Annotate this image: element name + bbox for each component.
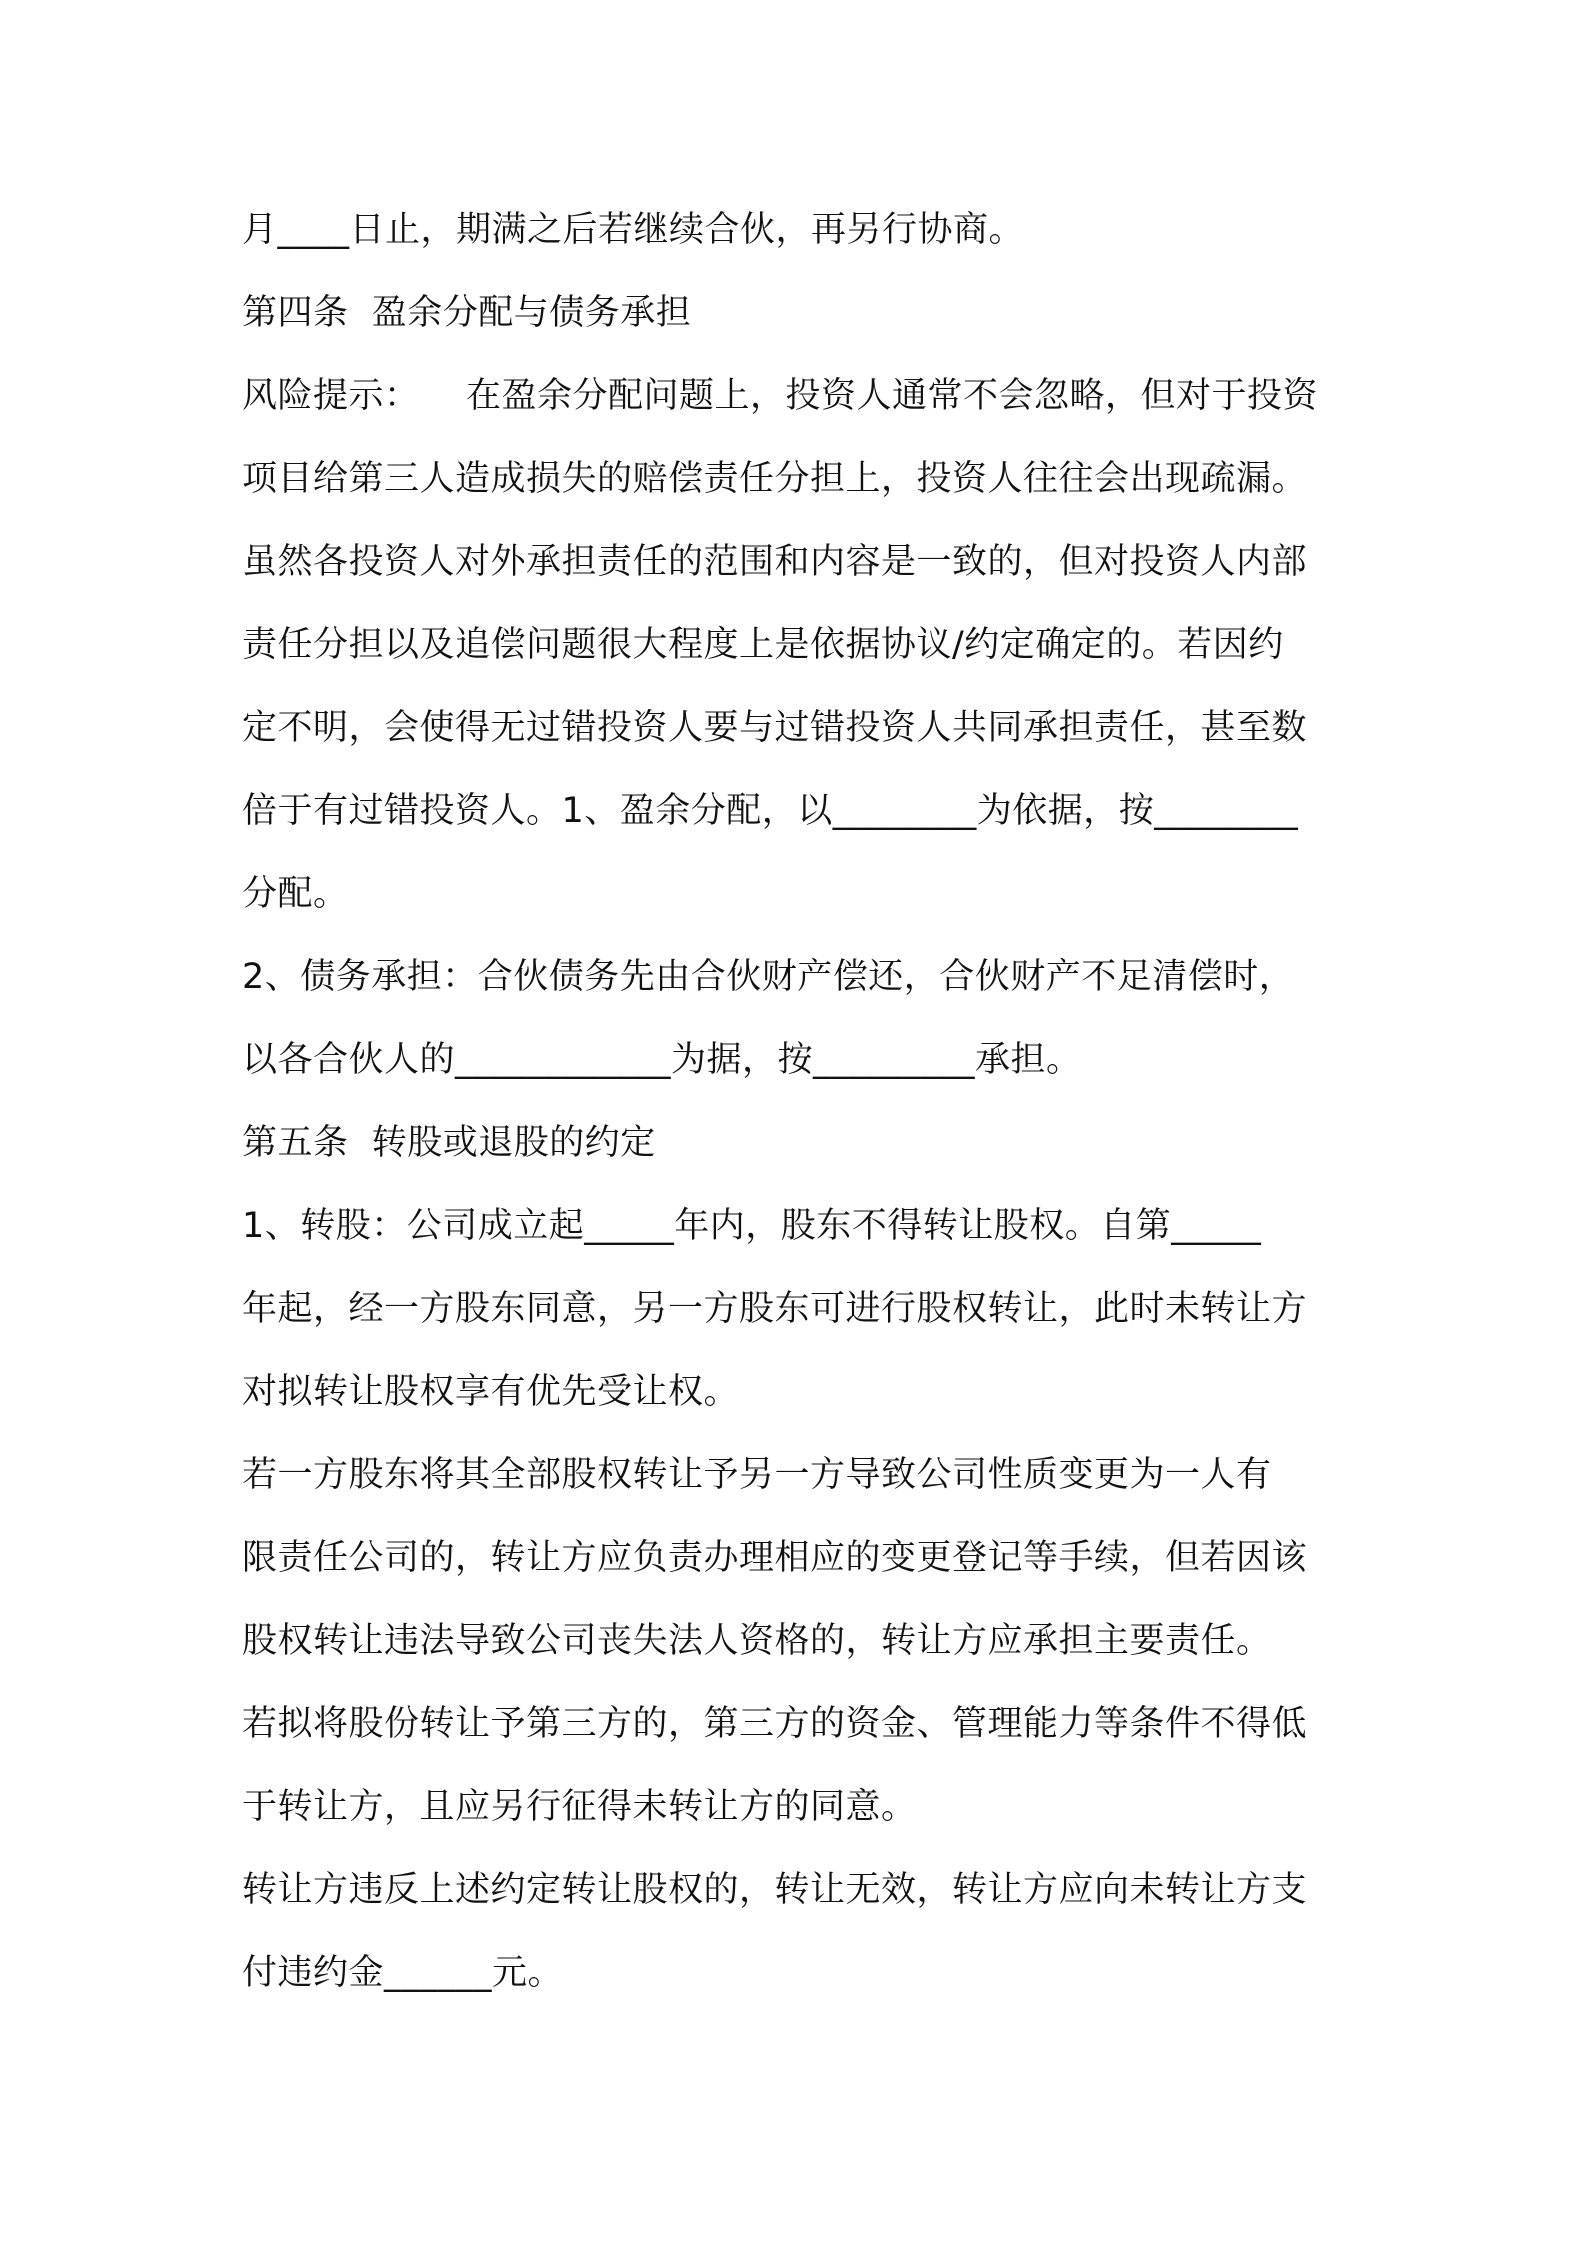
text-line: 定不明，会使得无过错投资人要与过错投资人共同承担责任，甚至数 <box>242 708 1308 748</box>
text-line: 责任分担以及追偿问题很大程度上是依据协议/约定确定的。若因约 <box>242 625 1284 665</box>
text-line: 项目给第三人造成损失的赔偿责任分担上，投资人往往会出现疏漏。 <box>242 459 1308 499</box>
text-line: 若一方股东将其全部股权转让予另一方导致公司性质变更为一人有 <box>242 1455 1272 1495</box>
text-line: 风险提示： 在盈余分配问题上，投资人通常不会忽略，但对于投资 <box>242 376 1319 416</box>
text-line: 以各合伙人的____________为据，按_________承担。 <box>242 1040 1082 1080</box>
text-line: 虽然各投资人对外承担责任的范围和内容是一致的，但对投资人内部 <box>242 542 1308 582</box>
text-line: 年起，经一方股东同意，另一方股东可进行股权转让，此时未转让方 <box>242 1289 1308 1329</box>
text-line: 分配。 <box>242 874 349 914</box>
text-line: 股权转让违法导致公司丧失法人资格的，转让方应承担主要责任。 <box>242 1621 1272 1661</box>
text-line: 若拟将股份转让予第三方的，第三方的资金、管理能力等条件不得低 <box>242 1704 1308 1744</box>
text-line: 2、债务承担：合伙债务先由合伙财产偿还，合伙财产不足清偿时， <box>242 957 1295 997</box>
text-line: 1、转股：公司成立起_____年内，股东不得转让股权。自第_____ <box>242 1206 1262 1246</box>
text-line: 限责任公司的，转让方应负责办理相应的变更登记等手续，但若因该 <box>242 1538 1308 1578</box>
text-line: 对拟转让股权享有优先受让权。 <box>242 1372 740 1412</box>
section-heading: 第五条 转股或退股的约定 <box>242 1123 656 1163</box>
text-line: 于转让方，且应另行征得未转让方的同意。 <box>242 1787 917 1827</box>
text-line: 月____日止，期满之后若继续合伙，再另行协商。 <box>242 210 1025 250</box>
text-line: 付违约金______元。 <box>242 1953 564 1993</box>
section-heading: 第四条 盈余分配与债务承担 <box>242 293 692 333</box>
text-line: 倍于有过错投资人。1、盈余分配，以________为依据，按________ <box>242 791 1299 831</box>
text-line: 转让方违反上述约定转让股权的，转让无效，转让方应向未转让方支 <box>242 1870 1308 1910</box>
